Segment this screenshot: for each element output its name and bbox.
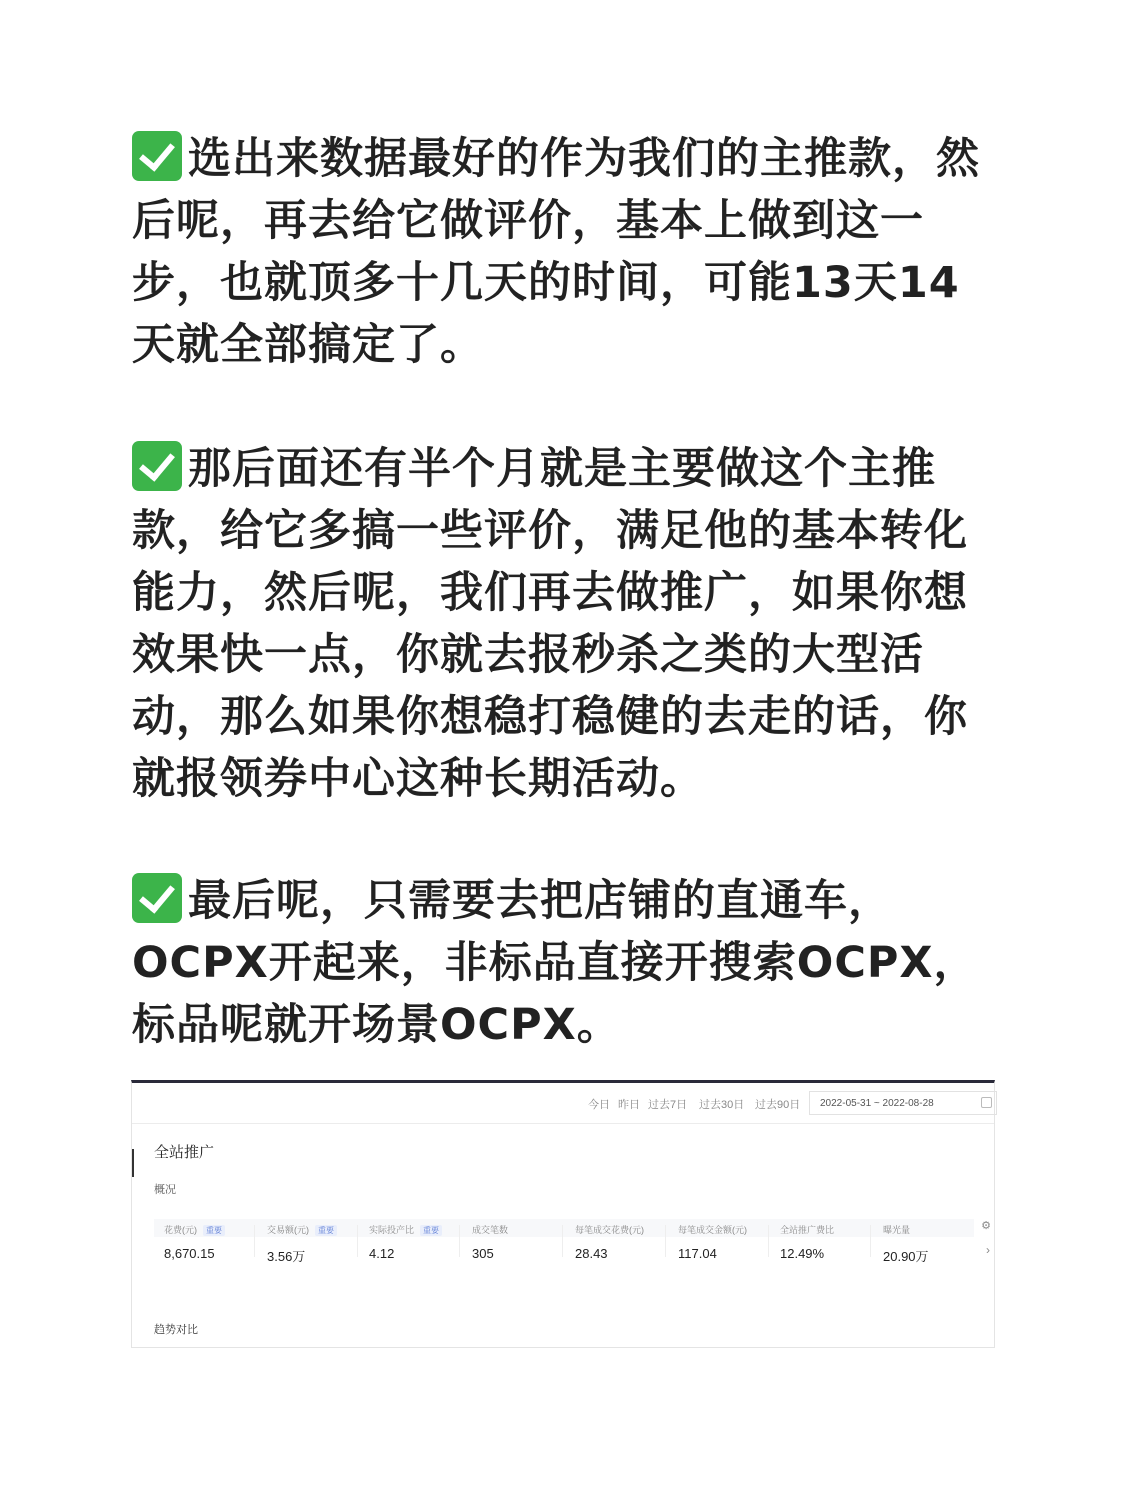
range-30-days[interactable]: 过去30日 [699, 1099, 745, 1111]
metric-value: 20.90万 [883, 1249, 929, 1264]
metric-value: 3.56万 [267, 1249, 306, 1264]
metric-label: 实际投产比 [369, 1225, 415, 1235]
check-mark-icon [132, 441, 182, 491]
metric-label: 成交笔数 [472, 1225, 509, 1235]
metric-value: 12.49% [780, 1246, 825, 1261]
divider [357, 1225, 358, 1257]
chevron-right-icon[interactable]: › [986, 1243, 990, 1257]
paragraph-text: 那后面还有半个月就是主要做这个主推款，给它多搞一些评价，满足他的基本转化能力，然后呢，我们再去做推广，如果你想效果快一点，你就去报秒杀之类的大型活动，那么如果你想稳打稳健的去走的话，你就报领券中心这种长期活动。 [132, 444, 968, 804]
metrics-row [154, 1219, 974, 1267]
range-today[interactable]: 今日 [588, 1099, 610, 1111]
important-tag: 重要 [203, 1225, 225, 1236]
range-90-days[interactable]: 过去90日 [755, 1099, 801, 1111]
metric-label: 每笔成交金额(元) [678, 1225, 747, 1235]
divider [665, 1225, 666, 1257]
calendar-icon [981, 1097, 992, 1108]
date-range-value: 2022-05-31 ~ 2022-08-28 [820, 1098, 934, 1109]
check-mark-icon [132, 873, 182, 923]
metric-value: 305 [472, 1246, 494, 1261]
paragraph-3 [132, 870, 992, 1056]
range-7-days[interactable]: 过去7日 [648, 1099, 688, 1111]
section-title: 概况 [154, 1184, 176, 1196]
gear-icon[interactable]: ⚙ [981, 1220, 991, 1232]
dashboard-screenshot [131, 1080, 995, 1348]
paragraph-text: 最后呢，只需要去把店铺的直通车，OCPX开起来，非标品直接开搜索OCPX，标品呢就开场景OCPX。 [132, 876, 978, 1050]
metric-value: 117.04 [678, 1246, 717, 1261]
metric-label: 曝光量 [883, 1225, 911, 1235]
divider [768, 1225, 769, 1257]
metric-cost[interactable] [164, 1219, 264, 1261]
paragraph-2 [132, 438, 992, 810]
metric-amount-per-order[interactable] [678, 1219, 778, 1261]
metric-cost-ratio[interactable] [780, 1219, 880, 1261]
metric-label: 全站推广费比 [780, 1225, 835, 1235]
metric-label: 每笔成交花费(元) [575, 1225, 644, 1235]
metric-value: 28.43 [575, 1246, 608, 1261]
important-tag: 重要 [420, 1225, 442, 1236]
metric-impressions[interactable] [883, 1219, 983, 1265]
divider [459, 1225, 460, 1257]
divider [254, 1225, 255, 1257]
date-range-picker[interactable] [809, 1091, 997, 1115]
date-range-bar [132, 1083, 994, 1124]
metric-cost-per-order[interactable] [575, 1219, 675, 1261]
divider [870, 1225, 871, 1257]
divider [562, 1225, 563, 1257]
important-tag: 重要 [315, 1225, 337, 1236]
range-yesterday[interactable]: 昨日 [618, 1099, 640, 1111]
paragraph-text: 选出来数据最好的作为我们的主推款，然后呢，再去给它做评价，基本上做到这一步，也就顶多十几天的时间，可能13天14天就全部搞定了。 [132, 134, 980, 370]
side-indicator [132, 1149, 134, 1177]
page-title: 全站推广 [154, 1144, 215, 1161]
paragraph-1 [132, 128, 992, 376]
metric-value: 8,670.15 [164, 1246, 215, 1261]
metric-gmv[interactable] [267, 1219, 367, 1265]
metric-label: 花费(元) [164, 1225, 197, 1235]
check-mark-icon [132, 131, 182, 181]
metric-orders[interactable] [472, 1219, 572, 1261]
trend-section-title: 趋势对比 [154, 1324, 198, 1336]
metric-value: 4.12 [369, 1246, 395, 1261]
metric-roi[interactable] [369, 1219, 469, 1261]
metric-label: 交易额(元) [267, 1225, 309, 1235]
